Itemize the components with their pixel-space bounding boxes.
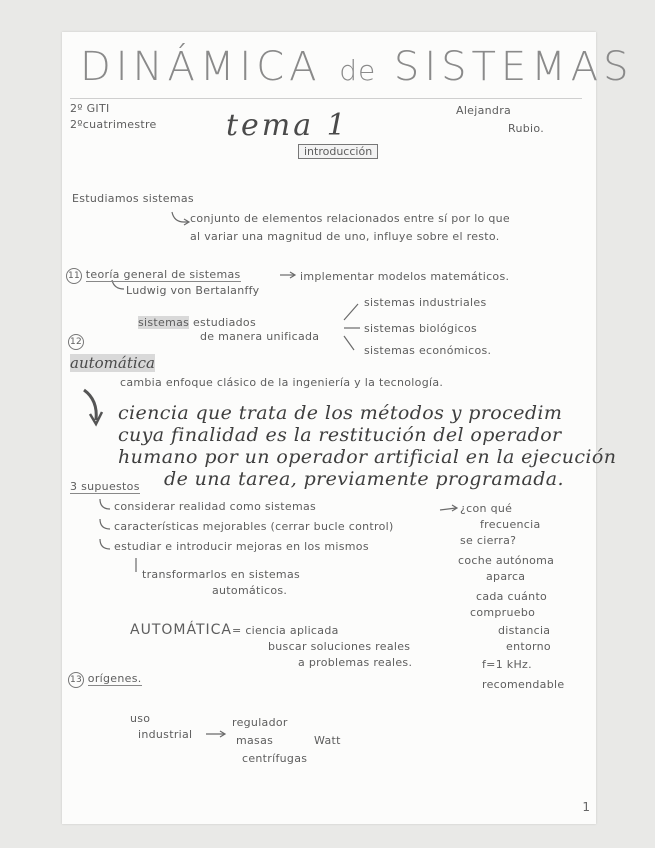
author-first-name: Alejandra — [456, 104, 512, 117]
system-type-economic: sistemas económicos. — [364, 344, 492, 357]
side-example-3: cada cuánto — [476, 590, 548, 603]
section-12-heading: automática — [70, 354, 155, 372]
automatica-applied-line-2: buscar soluciones reales — [268, 640, 411, 653]
studied-systems: Estudiamos sistemas — [72, 192, 194, 205]
side-example-6: entorno — [506, 640, 551, 653]
side-example-2: aparca — [486, 570, 526, 583]
automatica-definition-line-1: ciencia que trata de los métodos y procedim — [118, 402, 563, 424]
side-question-2: frecuencia — [480, 518, 541, 531]
page-number: 1 — [582, 800, 590, 814]
watt-label: Watt — [314, 734, 341, 747]
unified-manner: de manera unificada — [200, 330, 320, 343]
origin-item-centrifugal: centrífugas — [242, 752, 308, 765]
origin-item-masses: masas — [236, 734, 274, 747]
system-type-industrial: sistemas industriales — [364, 296, 487, 309]
automatica-applied-line-3: a problemas reales. — [298, 656, 413, 669]
bertalanffy: Ludwig von Bertalanffy — [126, 284, 260, 297]
origin-item-regulator: regulador — [232, 716, 288, 729]
transform-line-1: transformarlos en sistemas — [142, 568, 301, 581]
assumptions-heading: 3 supuestos — [70, 480, 140, 493]
section-11-heading: 11 teoría general de sistemas — [66, 268, 241, 284]
section-number-13: 13 — [68, 672, 84, 688]
side-example-1: coche autónoma — [458, 554, 555, 567]
semester-label: 2ºcuatrimestre — [70, 118, 157, 131]
automatica-definition-line-2: cuya finalidad es la restitución del operador — [118, 424, 562, 446]
section-13-heading: 13 orígenes. — [68, 672, 142, 688]
implement-models: implementar modelos matemáticos. — [300, 270, 510, 283]
side-question-1: ¿con qué — [460, 502, 513, 515]
page-title: DINÁMICA de SISTEMAS — [80, 44, 634, 90]
assumption-3: estudiar e introducir mejoras en los mismos — [114, 540, 369, 553]
industrial-label: industrial — [138, 728, 193, 741]
title-underline — [70, 98, 582, 99]
assumption-1: considerar realidad como sistemas — [114, 500, 317, 513]
system-type-biological: sistemas biológicos — [364, 322, 478, 335]
notebook-page — [62, 32, 634, 824]
section-number-11: 11 — [66, 268, 82, 284]
side-example-5: distancia — [498, 624, 551, 637]
section-number-12: 12 — [68, 334, 84, 350]
course-label: 2º GITI — [70, 102, 110, 115]
side-example-7: f=1 kHz. — [482, 658, 532, 671]
section-box-introduccion: introducción — [298, 144, 378, 159]
transform-line-2: automáticos. — [212, 584, 288, 597]
definition-line-1: conjunto de elementos relacionados entre sí por lo que — [190, 212, 510, 225]
definition-line-2: al variar una magnitud de uno, influye sobre el resto. — [190, 230, 500, 243]
tema-title: tema 1 — [226, 108, 349, 143]
automatica-applied-line-1: AUTOMÁTICA= ciencia aplicada — [130, 622, 339, 638]
side-question-3: se cierra? — [460, 534, 517, 547]
change-approach: cambia enfoque clásico de la ingeniería y la tecnología. — [120, 376, 444, 389]
automatica-definition-line-4: de una tarea, previamente programada. — [164, 468, 564, 490]
uso-label: uso — [130, 712, 151, 725]
assumption-2: características mejorables (cerrar bucle control) — [114, 520, 394, 533]
systems-studied: sistemas estudiados — [138, 316, 256, 329]
author-last-name: Rubio. — [508, 122, 544, 135]
side-example-8: recomendable — [482, 678, 565, 691]
side-example-4: compruebo — [470, 606, 536, 619]
automatica-definition-line-3: humano por un operador artificial en la ejecución — [118, 446, 617, 468]
